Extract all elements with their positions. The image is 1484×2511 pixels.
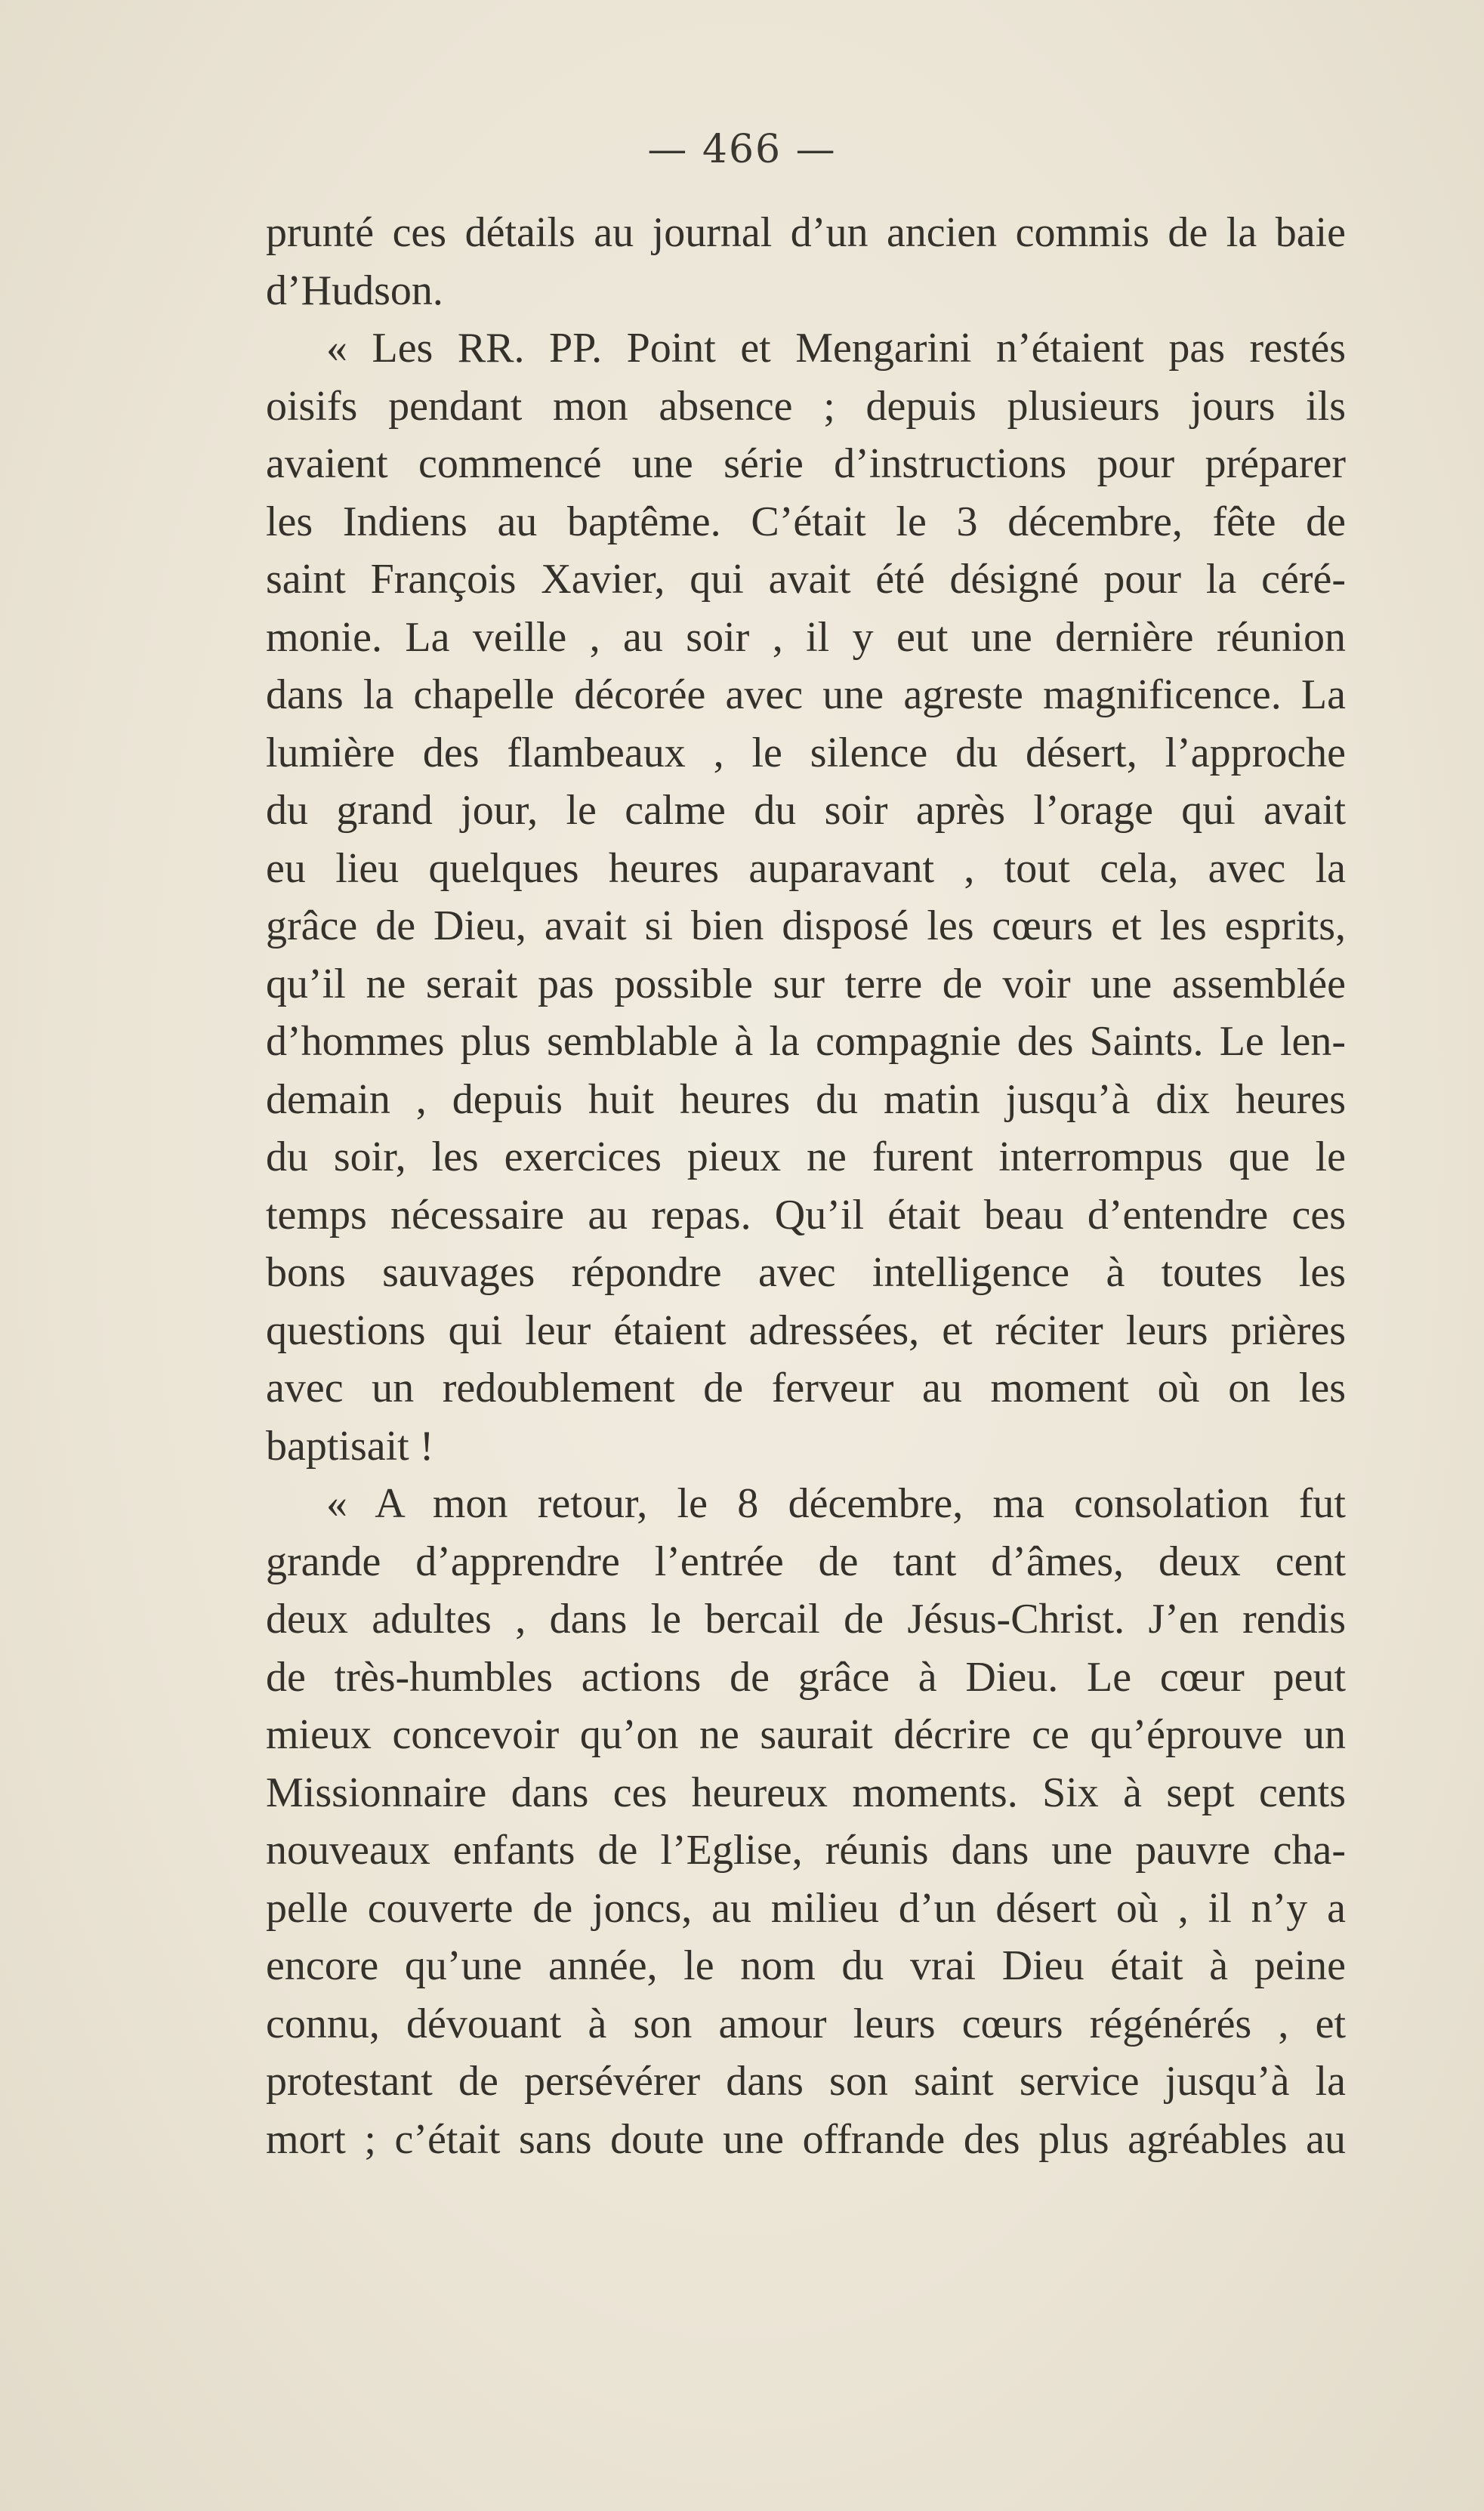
- text-line: connu, dévouant à son amour leurs cœurs régénérés , et: [266, 2000, 1346, 2047]
- body-text: [266, 204, 1346, 2168]
- text-line: dans la chapelle décorée avec une agreste magnificence. La: [266, 671, 1346, 718]
- paragraph: [266, 319, 1346, 1475]
- text-line: du grand jour, le calme du soir après l’orage qui avait: [266, 787, 1346, 834]
- text-line: prunté ces détails au journal d’un ancien commis de la baie: [266, 209, 1346, 256]
- text-line: encore qu’une année, le nom du vrai Dieu était à peine: [266, 1942, 1346, 1989]
- text-line: les Indiens au baptême. C’était le 3 décembre, fête de: [266, 498, 1346, 545]
- page-number: — 466 —: [647, 127, 837, 172]
- text-line: mort ; c’était sans doute une offrande des plus agréables au: [266, 2115, 1346, 2163]
- text-line: « A mon retour, le 8 décembre, ma consolation fut: [326, 1480, 1346, 1527]
- text-line: temps nécessaire au repas. Qu’il était beau d’entendre ces: [266, 1191, 1346, 1239]
- text-line: deux adultes , dans le bercail de Jésus-Christ. J’en rendis: [266, 1596, 1346, 1643]
- text-line: avaient commencé une série d’instructions pour préparer: [266, 440, 1346, 487]
- text-line: bons sauvages répondre avec intelligence à toutes les: [266, 1249, 1346, 1296]
- text-line: pelle couverte de joncs, au milieu d’un désert où , il n’y a: [266, 1884, 1346, 1932]
- text-line: avec un redoublement de ferveur au moment où on les: [266, 1365, 1346, 1411]
- text-line: de très-humbles actions de grâce à Dieu. Le cœur peut: [266, 1653, 1346, 1701]
- text-line: eu lieu quelques heures auparavant , tout cela, avec la: [266, 844, 1346, 892]
- text-line: mieux concevoir qu’on ne saurait décrire ce qu’éprouve un: [266, 1711, 1346, 1758]
- text-line: d’hommes plus semblable à la compagnie des Saints. Le len-: [266, 1018, 1346, 1065]
- text-line: grande d’apprendre l’entrée de tant d’âmes, deux cent: [266, 1538, 1346, 1585]
- text-line: oisifs pendant mon absence ; depuis plusieurs jours ils: [266, 382, 1346, 430]
- text-line: d’Hudson.: [266, 267, 443, 314]
- text-line: « Les RR. PP. Point et Mengarini n’étaient pas restés: [326, 325, 1346, 372]
- text-line: du soir, les exercices pieux ne furent interrompus que le: [266, 1134, 1346, 1180]
- text-line: saint François Xavier, qui avait été désigné pour la céré-: [266, 556, 1346, 603]
- text-line: qu’il ne serait pas possible sur terre de voir une assemblée: [266, 960, 1346, 1007]
- text-line: questions qui leur étaient adressées, et réciter leurs prières: [266, 1306, 1346, 1354]
- text-line: Missionnaire dans ces heureux moments. Six à sept cents: [266, 1769, 1346, 1816]
- paragraph: [266, 1475, 1346, 2168]
- text-line: baptisait !: [266, 1422, 434, 1470]
- text-line: nouveaux enfants de l’Eglise, réunis dans une pauvre cha-: [266, 1827, 1346, 1874]
- paragraph: [266, 204, 1346, 319]
- text-line: monie. La veille , au soir , il y eut une dernière réunion: [266, 613, 1346, 661]
- text-line: demain , depuis huit heures du matin jusqu’à dix heures: [266, 1075, 1346, 1123]
- text-line: lumière des flambeaux , le silence du désert, l’approche: [266, 729, 1346, 776]
- text-line: grâce de Dieu, avait si bien disposé les cœurs et les esprits,: [266, 902, 1346, 949]
- text-line: protestant de persévérer dans son saint service jusqu’à la: [266, 2058, 1346, 2105]
